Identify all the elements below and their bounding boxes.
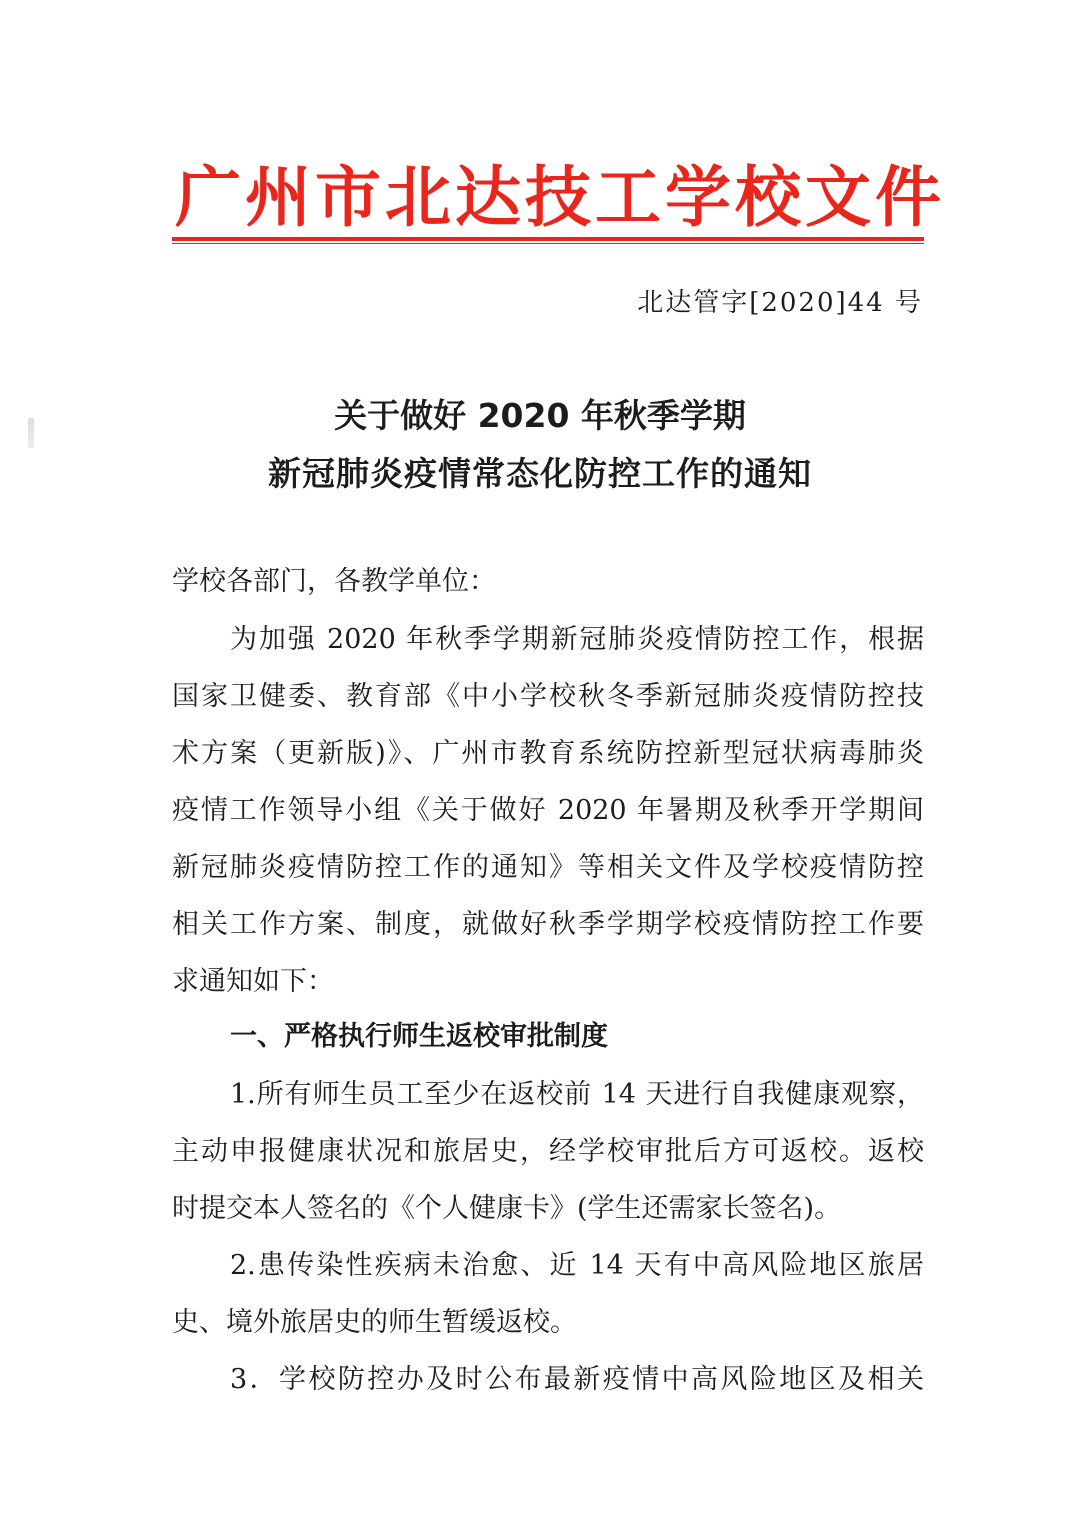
salutation: 学校各部门，各教学单位： [172, 566, 496, 597]
list-item-line: 3．学校防控办及时公布最新疫情中高风险地区及相关 [230, 1364, 924, 1395]
list-item-line: 时提交本人签名的《个人健康卡》(学生还需家长签名)。 [172, 1193, 842, 1224]
notice-title-line-2: 新冠肺炎疫情常态化防控工作的通知 [268, 454, 812, 493]
header-red-rule-thin [172, 243, 924, 244]
paragraph-line: 相关工作方案、制度，就做好秋季学期学校疫情防控工作要 [172, 909, 924, 940]
header-red-rule [172, 237, 924, 241]
list-item-line: 史、境外旅居史的师生暂缓返校。 [172, 1307, 577, 1338]
paragraph-line: 新冠肺炎疫情防控工作的通知》等相关文件及学校疫情防控 [172, 852, 924, 883]
paragraph-line: 疫情工作领导小组《关于做好 2020 年暑期及秋季开学期间 [172, 795, 924, 826]
paragraph-line: 国家卫健委、教育部《中小学校秋冬季新冠肺炎疫情防控技 [172, 681, 924, 712]
paragraph-line: 为加强 2020 年秋季学期新冠肺炎疫情防控工作，根据 [230, 624, 924, 655]
notice-title-line-1: 关于做好 2020 年秋季学期 [334, 396, 746, 435]
paragraph-line: 术方案（更新版)》、广州市教育系统防控新型冠状病毒肺炎 [172, 738, 924, 769]
list-item-line: 2.患传染性疾病未治愈、近 14 天有中高风险地区旅居 [230, 1250, 924, 1281]
list-item-line: 主动申报健康状况和旅居史，经学校审批后方可返校。返校 [172, 1136, 924, 1167]
paragraph-line: 求通知如下： [172, 966, 334, 997]
org-header-title: 广州市北达技工学校文件 [175, 159, 945, 236]
document-number: 北达管字[2020]44 号 [637, 288, 923, 318]
section-heading: 一、严格执行师生返校审批制度 [230, 1021, 608, 1052]
list-item-line: 1.所有师生员工至少在返校前 14 天进行自我健康观察， [230, 1079, 924, 1110]
